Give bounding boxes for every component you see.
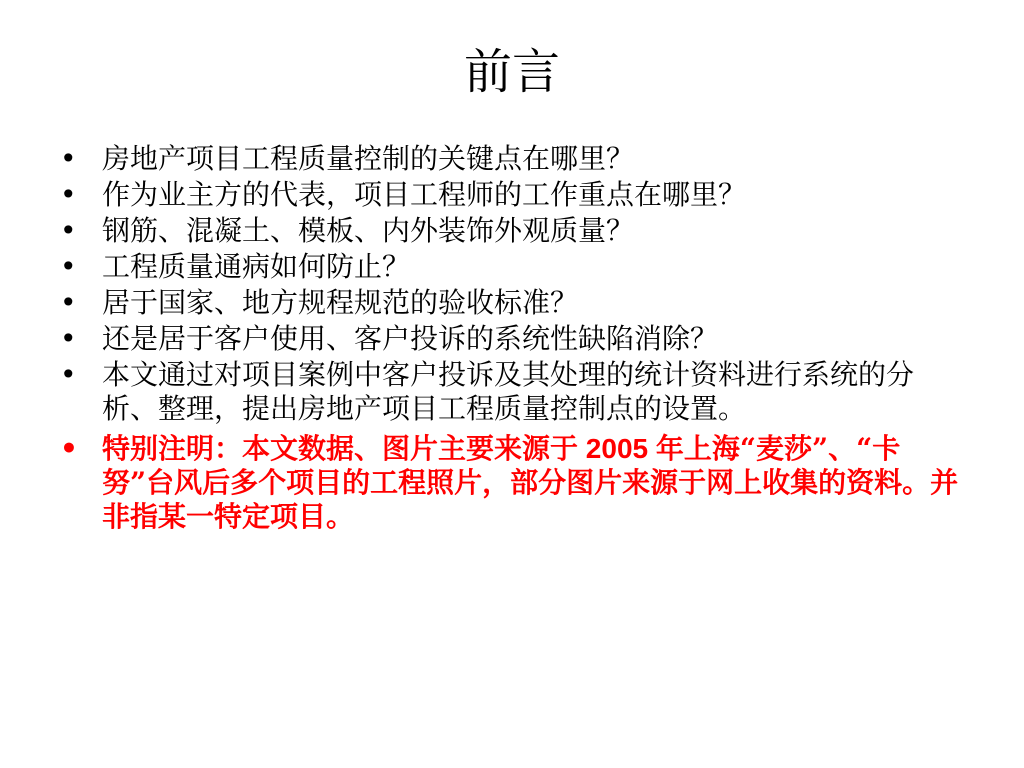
bullet-dot-icon: • bbox=[60, 358, 77, 391]
bullet-item bbox=[60, 358, 960, 426]
special-note-item bbox=[60, 432, 960, 534]
special-note-year: 2005 bbox=[578, 433, 656, 464]
bullet-text: 作为业主方的代表，项目工程师的工作重点在哪里？ bbox=[102, 178, 747, 211]
bullet-dot-icon: • bbox=[60, 432, 78, 465]
special-note-text bbox=[102, 432, 958, 533]
bullet-item bbox=[60, 214, 960, 248]
bullet-dot-icon: • bbox=[60, 214, 77, 247]
bullet-item bbox=[60, 286, 960, 320]
special-note-part2: 年上海“麦莎”、“卡努”台风后多个项目的工程照片，部分图片来源于网上收集的资料。并非指某一特定项目。 bbox=[102, 432, 959, 533]
bullet-item bbox=[60, 250, 960, 284]
bullet-text: 本文通过对项目案例中客户投诉及其处理的统计资料进行系统的分析、整理，提出房地产项目工程质量控制点的设置。 bbox=[102, 358, 915, 425]
bullet-dot-icon: • bbox=[60, 142, 77, 175]
bullet-text: 还是居于客户使用、客户投诉的系统性缺陷消除？ bbox=[102, 322, 719, 355]
slide-title: 前言 bbox=[463, 44, 560, 100]
special-note-part1: 特别注明：本文数据、图片主要来源于 bbox=[102, 432, 579, 465]
bullet-text: 房地产项目工程质量控制的关键点在哪里？ bbox=[102, 142, 635, 175]
bullet-list bbox=[60, 142, 960, 536]
bullet-dot-icon: • bbox=[60, 250, 77, 283]
bullet-text: 居于国家、地方规程规范的验收标准？ bbox=[102, 286, 579, 319]
bullet-text: 工程质量通病如何防止？ bbox=[102, 250, 411, 283]
bullet-item bbox=[60, 178, 960, 212]
bullet-item bbox=[60, 142, 960, 176]
bullet-text: 钢筋、混凝土、模板、内外装饰外观质量？ bbox=[102, 214, 635, 247]
bullet-dot-icon: • bbox=[60, 286, 77, 319]
bullet-dot-icon: • bbox=[60, 322, 77, 355]
bullet-dot-icon: • bbox=[60, 178, 77, 211]
bullet-item bbox=[60, 322, 960, 356]
